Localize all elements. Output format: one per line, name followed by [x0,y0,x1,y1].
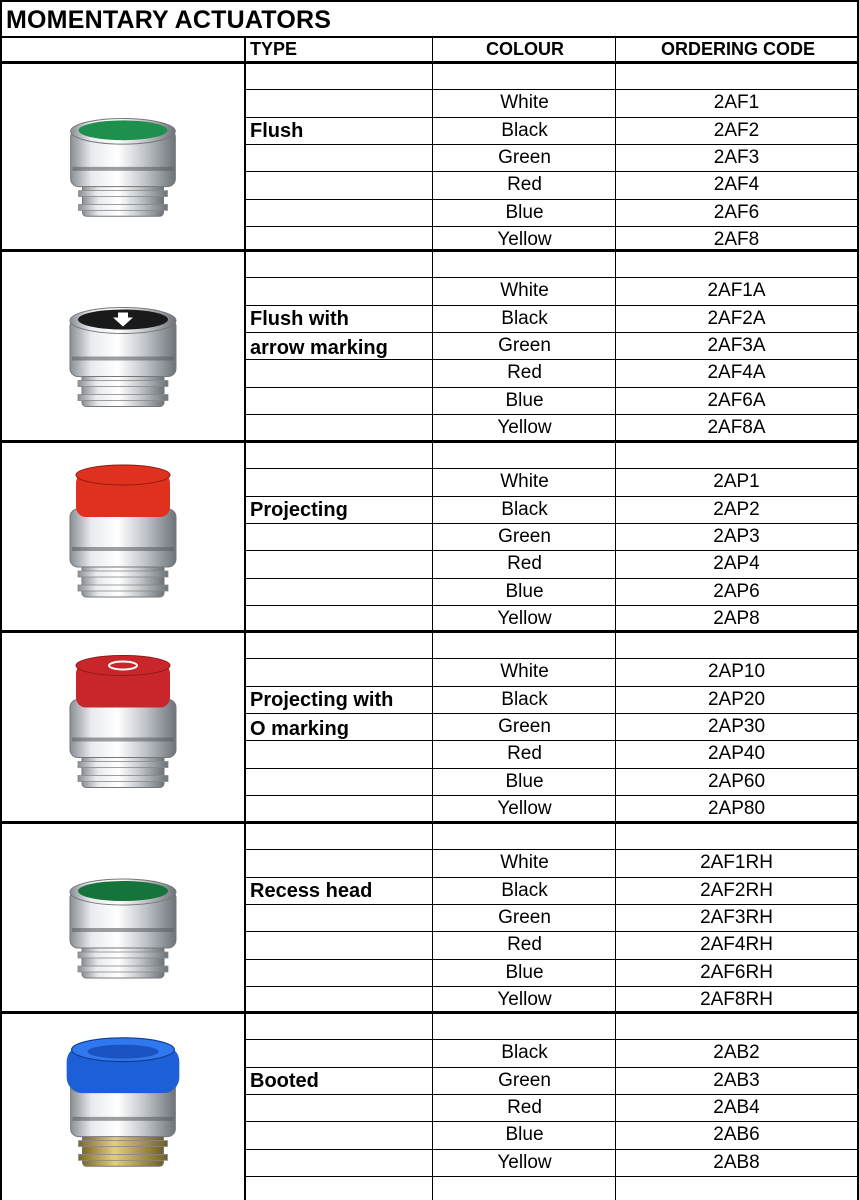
colour-cell: Blue [505,202,544,223]
type-label: O marking [250,718,349,740]
colour-cell: Red [507,934,542,955]
ordering-code-cell: 2AP40 [707,743,766,764]
colour-cell: Blue [505,1124,544,1145]
ordering-code-cell: 2AP6 [713,581,760,602]
type-label: Flush with [250,308,349,330]
type-label: Recess head [250,880,373,902]
ordering-code-cell: 2AP1 [713,471,760,492]
colour-cell: White [500,280,549,301]
colour-cell: Green [498,147,551,168]
type-label: Flush [250,120,304,142]
ordering-code-cell: 2AB4 [713,1097,760,1118]
colour-cell: Green [498,907,551,928]
ordering-code-cell: 2AF6A [707,390,766,411]
colour-cell: White [500,661,549,682]
colour-cell: Green [498,716,551,737]
ordering-code-cell: 2AB8 [713,1152,760,1173]
colour-cell: Blue [505,962,544,983]
black-arrow-pushbutton-icon [30,260,215,431]
colour-cell: Black [501,499,548,520]
colour-cell: Black [501,308,548,329]
colour-cell: White [500,92,549,113]
ordering-code-cell: 2AP20 [707,689,766,710]
ordering-code-cell: 2AF8 [713,229,760,250]
ordering-code-cell: 2AP4 [713,553,760,574]
page-title: MOMENTARY ACTUATORS [0,0,859,36]
colour-cell: Black [501,120,548,141]
colour-cell: White [500,852,549,873]
ordering-code-cell: 2AF8RH [700,989,773,1010]
colour-cell: Red [507,1097,542,1118]
column-divider [244,36,246,1200]
ordering-code-cell: 2AF3 [713,147,760,168]
ordering-code-cell: 2AP8 [713,608,760,629]
header-top-rule [0,36,859,38]
ordering-code-cell: 2AF2A [707,308,766,329]
colour-cell: Blue [505,581,544,602]
ordering-code-cell: 2AP3 [713,526,760,547]
colour-cell: Green [498,526,551,547]
ordering-code-cell: 2AB2 [713,1042,760,1063]
ordering-code-cell: 2AF1RH [700,852,773,873]
type-label: Projecting with [250,689,394,711]
colour-cell: Yellow [497,229,552,250]
ordering-code-cell: 2AF6RH [700,962,773,983]
type-label: arrow marking [250,337,388,359]
header-colour: COLOUR [486,39,564,59]
type-label: Booted [250,1070,319,1092]
ordering-code-cell: 2AF8A [707,417,766,438]
colour-cell: Red [507,743,542,764]
ordering-code-cell: 2AF6 [713,202,760,223]
colour-cell: Yellow [497,1152,552,1173]
colour-cell: Green [498,335,551,356]
colour-cell: Red [507,362,542,383]
ordering-code-cell: 2AF1 [713,92,760,113]
colour-cell: Yellow [497,608,552,629]
green-recess-head-pushbutton-icon [30,832,215,1002]
colour-cell: Red [507,174,542,195]
colour-cell: Yellow [497,989,552,1010]
header-type: TYPE [250,39,298,59]
type-label: Projecting [250,499,348,521]
ordering-code-cell: 2AP60 [707,771,766,792]
colour-cell: Blue [505,390,544,411]
colour-cell: Black [501,689,548,710]
ordering-code-cell: 2AF2 [713,120,760,141]
colour-cell: Blue [505,771,544,792]
ordering-code-cell: 2AP30 [707,716,766,737]
ordering-code-cell: 2AF3RH [700,907,773,928]
table-border-left [0,36,2,1200]
ordering-code-cell: 2AF4 [713,174,760,195]
colour-cell: Black [501,1042,548,1063]
colour-cell: Yellow [497,417,552,438]
ordering-code-cell: 2AP2 [713,499,760,520]
colour-cell: White [500,471,549,492]
colour-cell: Yellow [497,798,552,819]
ordering-code-cell: 2AF4RH [700,934,773,955]
red-projecting-pushbutton-icon [30,451,215,621]
header-ordering-code: ORDERING CODE [660,39,815,59]
ordering-code-cell: 2AF4A [707,362,766,383]
blue-booted-pushbutton-icon [30,1022,215,1190]
green-flush-pushbutton-icon [30,72,215,240]
row-line [245,1176,859,1177]
ordering-code-cell: 2AF1A [707,280,766,301]
ordering-code-cell: 2AF2RH [700,880,773,901]
colour-cell: Green [498,1070,551,1091]
colour-cell: Black [501,880,548,901]
header-bottom-rule [0,61,859,64]
ordering-code-cell: 2AP10 [707,661,766,682]
ordering-code-cell: 2AF3A [707,335,766,356]
ordering-code-cell: 2AB6 [713,1124,760,1145]
ordering-code-cell: 2AP80 [707,798,766,819]
ordering-code-cell: 2AB3 [713,1070,760,1091]
red-o-marking-pushbutton-icon [30,641,215,812]
colour-cell: Red [507,553,542,574]
